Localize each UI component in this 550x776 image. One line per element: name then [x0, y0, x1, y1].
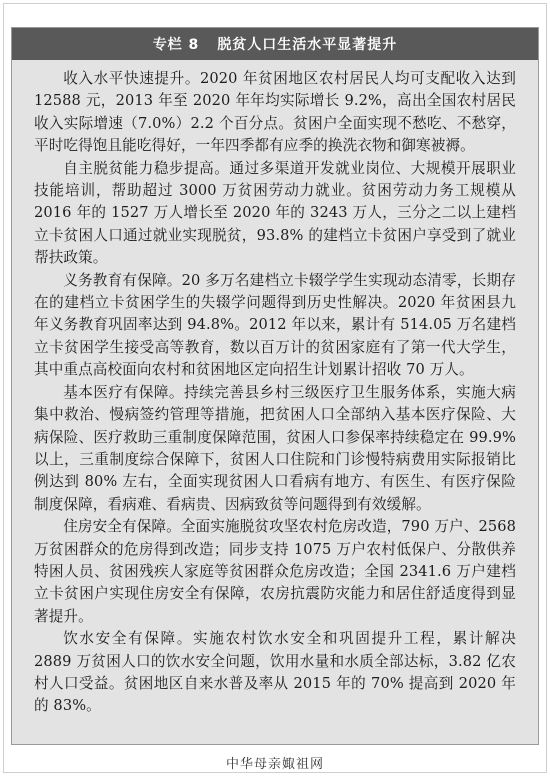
box-label: 专栏 8 [152, 37, 200, 53]
paragraph-lead: 收入水平快速提升。 [63, 70, 201, 87]
box-body [12, 60, 538, 718]
paragraph-text: 20 多万名建档立卡辍学学生实现动态清零，长期存在的建档立卡贫困学生的失辍学问题得到历史性解决。2020 年贫困县九年义务教育巩固率达到 94.8%。2012 年以来，累计有 514.05 万名建档立卡贫困学生接受高等教育，数以百万计的贫困家庭有了第一代大学生，其中重点高校面向农村和贫困地区定向招生计划累计招收 70 万人。 [34, 271, 516, 379]
paragraph-healthcare [34, 382, 516, 516]
paragraph-text: 持续完善县乡村三级医疗卫生服务体系，实施大病集中救治、慢病签约管理等措施，把贫困人口全部纳入基本医疗保险、大病保险、医疗救助三重制度保障范围，贫困人口参保率持续稳定在 99.9% 以上，三重制度综合保障下，贫困人口住院和门诊慢特病费用实际报销比例达到 80% 左右，全面实现贫困人口看病有地方、有医生、有医疗保险制度保障，看病难、看病贵、因病致贫等问题得到有效缓解。 [34, 383, 516, 513]
paragraph-housing [34, 516, 516, 628]
paragraph-lead: 自主脱贫能力稳步提高。 [63, 159, 230, 177]
paragraph-lead: 基本医疗有保障。 [63, 383, 185, 401]
paragraph-text: 实施农村饮水安全和巩固提升工程，累计解决 2889 万贫困人口的饮水安全问题，饮用水量和水质全部达标，3.82 亿农村人口受益。贫困地区自来水普及率从 2015 年的 70% 提高到 2020 年的 83%。 [34, 630, 516, 715]
box-header [12, 28, 538, 60]
box-title: 脱贫人口生活水平显著提升 [217, 37, 398, 53]
source-watermark: 中华母亲娵祖网 [225, 757, 324, 772]
paragraph-self-reliance [34, 158, 516, 270]
sidebar-box [11, 27, 539, 745]
paragraph-lead: 义务教育有保障。 [63, 271, 182, 289]
paragraph-education [34, 270, 516, 382]
paragraph-text: 全面实施脱贫攻坚农村危房改造，790 万户、2568 万贫困群众的危房得到改造；同步支持 1075 万户农村低保户、分散供养特困人员、贫困残疾人家庭等贫困群众危房改造；全国 2341.6 万户建档立卡贫困户实现住房安全有保障，农房抗震防灾能力和居住舒适度得到显著提升。 [34, 518, 516, 625]
paragraph-water [34, 628, 516, 718]
paragraph-income [34, 68, 516, 158]
paragraph-lead: 住房安全有保障。 [63, 518, 181, 536]
paragraph-text: 通过多渠道开发就业岗位、大规模开展职业技能培训，帮助超过 3000 万贫困劳动力就业。贫困劳动力务工规模从 2016 年的 1527 万人增长至 2020 年的 3243 万人，三分之二以上建档立卡贫困人口通过就业实现脱贫，93.8% 的建档立卡贫困户享受到了就业帮扶政策。 [34, 159, 516, 267]
paragraph-lead: 饮水安全有保障。 [63, 630, 193, 648]
paragraph-text: 2020 年贫困地区农村居民人均可支配收入达到 12588 元，2013 年至 2020 年年均实际增长 9.2%，高出全国农村居民收入实际增速（7.0%）2.2 个百分点。贫困户全面实现不愁吃、不愁穿，平时吃得饱且能吃得好，一年四季都有应季的换洗衣物和御寒被褥。 [34, 70, 516, 155]
